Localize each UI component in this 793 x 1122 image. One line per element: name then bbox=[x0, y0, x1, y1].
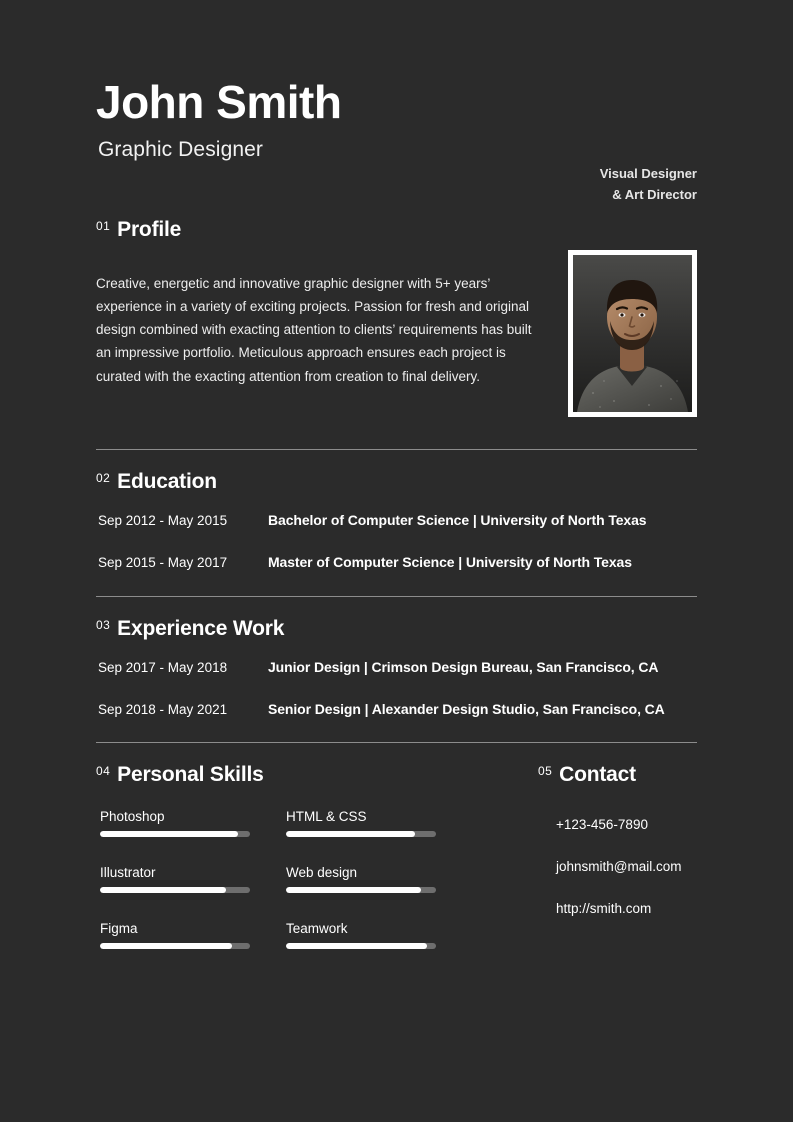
header-tagline bbox=[600, 164, 697, 206]
header bbox=[96, 0, 697, 202]
skill-bar-fill bbox=[286, 887, 421, 893]
profile-body bbox=[96, 258, 697, 417]
list-item bbox=[98, 554, 697, 570]
list-item bbox=[286, 921, 436, 949]
skill-bar-fill bbox=[286, 943, 427, 949]
divider bbox=[96, 742, 697, 743]
list-item bbox=[286, 809, 436, 837]
skill-bar-fill bbox=[100, 887, 226, 893]
experience-date: Sep 2017 - May 2018 bbox=[98, 660, 228, 676]
education-date: Sep 2015 - May 2017 bbox=[98, 555, 228, 571]
skill-bar bbox=[100, 943, 250, 949]
list-item bbox=[100, 865, 250, 893]
section-title: Profile bbox=[117, 218, 182, 242]
section-heading-experience bbox=[96, 617, 697, 641]
skill-bar bbox=[286, 943, 436, 949]
experience-date: Sep 2018 - May 2021 bbox=[98, 702, 228, 718]
skill-label: Illustrator bbox=[100, 865, 156, 881]
section-title: Experience Work bbox=[117, 617, 285, 641]
section-contact bbox=[516, 763, 697, 949]
resume-content bbox=[96, 0, 697, 949]
section-heading-profile bbox=[96, 218, 697, 242]
portrait-photo-icon bbox=[573, 255, 692, 412]
skill-bar bbox=[286, 831, 436, 837]
section-number: 01 bbox=[96, 219, 111, 234]
tagline-line-2: & Art Director bbox=[612, 186, 697, 202]
section-heading-skills bbox=[96, 763, 516, 787]
experience-detail: Senior Design | Alexander Design Studio, San Francisco, CA bbox=[268, 701, 665, 718]
portrait-illustration bbox=[573, 255, 692, 412]
bottom-columns bbox=[96, 763, 697, 949]
section-profile bbox=[96, 218, 697, 450]
skill-bar bbox=[100, 887, 250, 893]
divider bbox=[96, 449, 697, 450]
skill-bar bbox=[100, 831, 250, 837]
section-heading-contact bbox=[538, 763, 697, 787]
contact-email[interactable]: johnsmith@mail.com bbox=[556, 859, 682, 875]
contact-list bbox=[538, 817, 697, 916]
skill-label: Photoshop bbox=[100, 809, 165, 825]
skills-column-left bbox=[100, 809, 250, 949]
section-number: 05 bbox=[538, 764, 553, 779]
experience-detail: Junior Design | Crimson Design Bureau, San Francisco, CA bbox=[268, 659, 659, 676]
list-item bbox=[100, 921, 250, 949]
list-item bbox=[286, 865, 436, 893]
education-date: Sep 2012 - May 2015 bbox=[98, 513, 228, 529]
section-title: Personal Skills bbox=[117, 763, 264, 787]
skill-label: Figma bbox=[100, 921, 138, 937]
education-detail: Master of Computer Science | University of North Texas bbox=[268, 554, 632, 571]
skill-bar bbox=[286, 887, 436, 893]
section-number: 04 bbox=[96, 764, 111, 779]
avatar bbox=[568, 250, 697, 417]
section-education bbox=[96, 470, 697, 597]
skill-label: Teamwork bbox=[286, 921, 348, 937]
section-experience bbox=[96, 617, 697, 743]
profile-text: Creative, energetic and innovative graphic designer with 5+ years’ experience in a variety of exciting projects. Passion for fresh and original design combined with exacting attention to clients’ requirements has built an impressive portfolio. Meticulous approach ensures each project is curated with the exacting attention from creation to final delivery. bbox=[96, 275, 532, 384]
skills-grid bbox=[96, 809, 516, 949]
section-heading-education bbox=[96, 470, 697, 494]
page-title: John Smith bbox=[96, 76, 342, 128]
contact-phone[interactable]: +123-456-7890 bbox=[556, 817, 648, 833]
list-item bbox=[98, 512, 697, 528]
skill-label: Web design bbox=[286, 865, 358, 881]
skills-column-right bbox=[286, 809, 436, 949]
skill-bar-fill bbox=[100, 831, 238, 837]
tagline-line-1: Visual Designer bbox=[599, 166, 697, 181]
section-title: Education bbox=[117, 470, 217, 494]
experience-list bbox=[96, 659, 697, 717]
list-item bbox=[100, 809, 250, 837]
section-skills bbox=[96, 763, 516, 949]
section-number: 02 bbox=[96, 471, 111, 486]
skill-bar-fill bbox=[100, 943, 232, 949]
contact-website[interactable]: http://smith.com bbox=[556, 901, 652, 917]
skill-bar-fill bbox=[286, 831, 415, 837]
list-item bbox=[98, 659, 697, 675]
section-number: 03 bbox=[96, 618, 111, 633]
skill-label: HTML & CSS bbox=[286, 809, 367, 825]
list-item bbox=[98, 701, 697, 717]
education-list bbox=[96, 512, 697, 570]
divider bbox=[96, 596, 697, 597]
education-detail: Bachelor of Computer Science | University of North Texas bbox=[268, 512, 647, 529]
section-title: Contact bbox=[559, 763, 636, 787]
job-role: Graphic Designer bbox=[98, 138, 264, 162]
